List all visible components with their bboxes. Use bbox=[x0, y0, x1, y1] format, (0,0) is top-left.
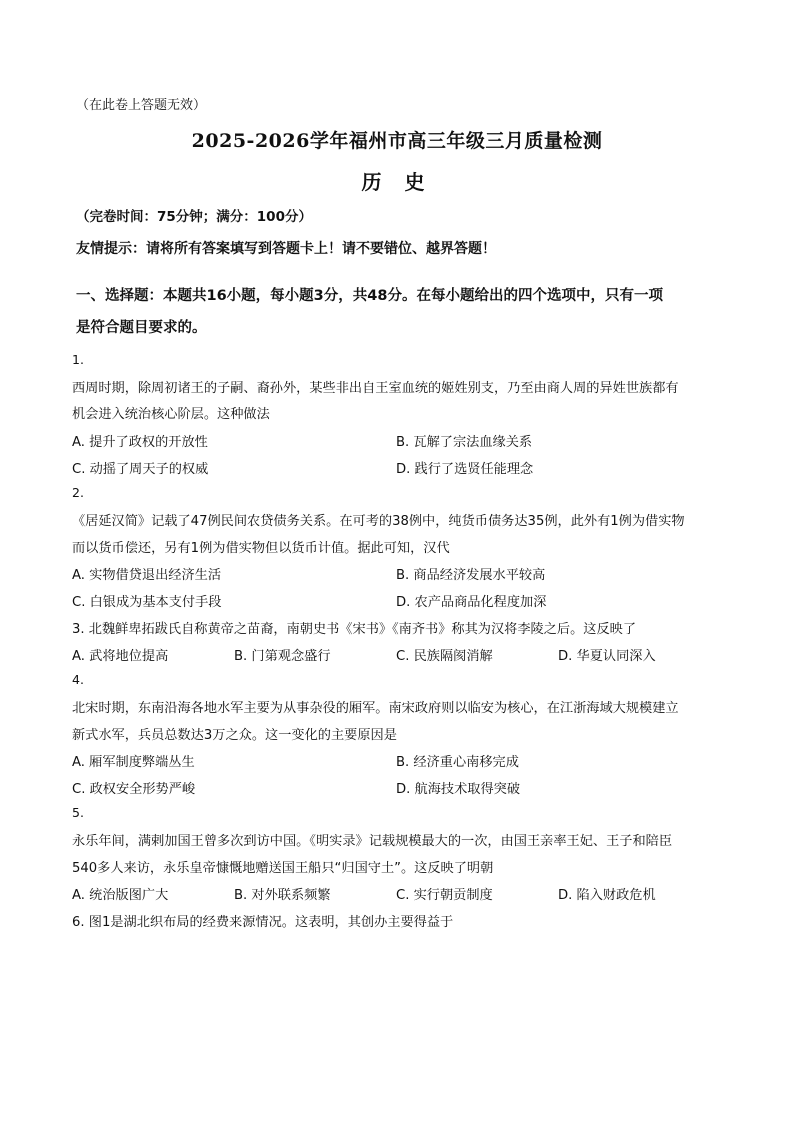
option-b: B. 门第观念盛行 bbox=[234, 649, 331, 664]
question-stem-line: 而以货币偿还，另有1例为借实物但以货币计值。据此可知，汉代 bbox=[72, 541, 450, 556]
option-c: C. 动摇了周天子的权威 bbox=[72, 462, 209, 477]
exam-title: 2025-2026学年福州市高三年级三月质量检测 bbox=[191, 130, 603, 152]
question-stem-line: 永乐年间，满剌加国王曾多次到访中国。《明实录》记载规模最大的一次，由国王亲率王妃、王子和陪臣 bbox=[72, 834, 673, 849]
question-stem-line: 机会进入统治核心阶层。这种做法 bbox=[72, 407, 270, 422]
option-c: C. 实行朝贡制度 bbox=[396, 888, 493, 903]
question-stem-line: 新式水军，兵员总数达3万之众。这一变化的主要原因是 bbox=[72, 728, 397, 743]
option-d: D. 华夏认同深入 bbox=[558, 649, 656, 664]
option-c: C. 民族隔阂消解 bbox=[396, 649, 493, 664]
question-stem-line: 《居延汉简》记载了47例民间农贷债务关系。在可考的38例中，纯货币债务达35例，此外有1例为借实物 bbox=[72, 514, 685, 529]
question-stem-line: 540多人来访，永乐皇帝慷慨地赠送国王船只“归国守土”。这反映了明朝 bbox=[72, 861, 494, 876]
option-c: C. 白银成为基本支付手段 bbox=[72, 595, 222, 610]
option-a: A. 厢军制度弊端丛生 bbox=[72, 755, 195, 770]
section-heading-cont: 是符合题目要求的。 bbox=[76, 320, 207, 336]
friendly-tip: 友情提示：请将所有答案填写到答题卡上！请不要错位、越界答题！ bbox=[76, 241, 496, 257]
question-stem-line: 北宋时期，东南沿海各地水军主要为从事杂役的厢军。南宋政府则以临安为核心，在江浙海域大规模建立 bbox=[72, 701, 679, 716]
option-b: B. 经济重心南移完成 bbox=[396, 755, 519, 770]
exam-info: （完卷时间：75分钟；满分：100分） bbox=[76, 209, 312, 225]
option-c: C. 政权安全形势严峻 bbox=[72, 782, 196, 797]
option-d: D. 践行了选贤任能理念 bbox=[396, 462, 534, 477]
option-b: B. 瓦解了宗法血缘关系 bbox=[396, 435, 533, 450]
option-b: B. 对外联系频繁 bbox=[234, 888, 331, 903]
option-a: A. 提升了政权的开放性 bbox=[72, 435, 208, 450]
question-stem-line: 6. 图1是湖北织布局的经费来源情况。这表明，其创办主要得益于 bbox=[72, 915, 454, 930]
option-a: A. 武将地位提高 bbox=[72, 649, 169, 664]
option-a: A. 实物借贷退出经济生活 bbox=[72, 568, 222, 583]
question-stem-line: 3. 北魏鲜卑拓跋氏自称黄帝之苗裔，南朝史书《宋书》《南齐书》称其为汉将李陵之后。这反映了 bbox=[72, 622, 637, 637]
question-number: 1. bbox=[72, 352, 84, 367]
subject-title: 历 史 bbox=[361, 170, 433, 194]
question-stem-line: 西周时期，除周初诸王的子嗣、裔孙外，某些非出自王室血统的姬姓别支，乃至由商人周的异姓世族都有 bbox=[72, 381, 679, 396]
option-b: B. 商品经济发展水平较高 bbox=[396, 568, 546, 583]
option-d: D. 陷入财政危机 bbox=[558, 888, 656, 903]
question-number: 5. bbox=[72, 805, 84, 820]
section-heading: 一、选择题：本题共16小题，每小题3分，共48分。在每小题给出的四个选项中，只有一项 bbox=[76, 288, 663, 304]
option-d: D. 农产品商品化程度加深 bbox=[396, 595, 547, 610]
question-number: 2. bbox=[72, 485, 84, 500]
option-d: D. 航海技术取得突破 bbox=[396, 782, 521, 797]
question-number: 4. bbox=[72, 672, 84, 687]
option-a: A. 统治版图广大 bbox=[72, 888, 169, 903]
no-answer-notice: （在此卷上答题无效） bbox=[76, 98, 207, 113]
